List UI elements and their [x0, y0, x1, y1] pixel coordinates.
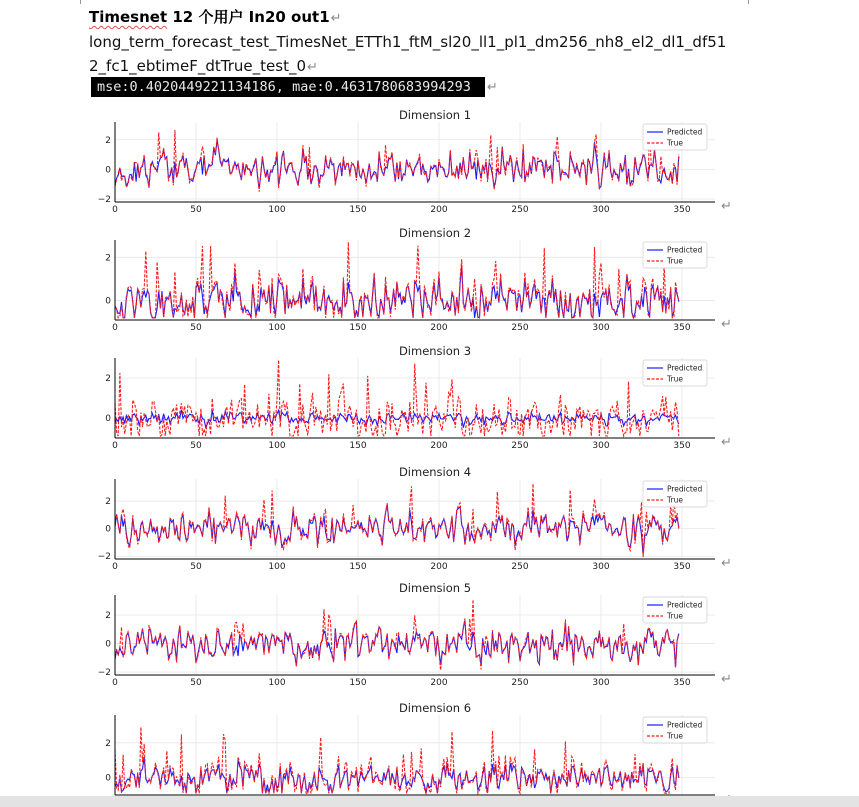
legend-predicted-label: Predicted: [667, 720, 703, 730]
legend-true-label: True: [667, 611, 683, 621]
paragraph-mark-icon: ↵: [330, 11, 342, 26]
x-tick-label: 50: [190, 441, 202, 451]
x-tick-label: 0: [112, 441, 118, 451]
x-tick-label: 250: [511, 205, 529, 215]
y-tick-label: 0: [105, 773, 111, 784]
x-tick-label: 0: [112, 678, 118, 688]
x-tick-label: 300: [592, 678, 610, 688]
x-tick-label: 150: [349, 678, 367, 688]
chart-svg: [88, 693, 721, 806]
x-tick-label: 0: [112, 562, 118, 572]
y-tick-label: 0: [105, 524, 111, 535]
x-tick-label: 250: [511, 441, 529, 451]
x-tick-label: 150: [349, 441, 367, 451]
paragraph-mark-icon: ↵: [721, 672, 732, 687]
x-tick-label: 100: [268, 205, 286, 215]
y-tick-label: 2: [105, 374, 111, 384]
legend-predicted-label: Predicted: [667, 484, 703, 494]
x-tick-label: 100: [268, 441, 286, 451]
paragraph-mark-icon: ↵: [721, 556, 732, 571]
x-tick-label: 100: [268, 562, 286, 572]
x-tick-label: 200: [430, 678, 448, 688]
x-tick-label: 350: [673, 323, 691, 333]
x-tick-label: 250: [511, 678, 529, 688]
x-tick-label: 250: [511, 323, 529, 333]
x-tick-label: 50: [190, 678, 202, 688]
paragraph-mark-icon: ↵: [486, 79, 498, 95]
chart-dimension-4: [88, 457, 721, 570]
legend-true-label: True: [667, 138, 683, 148]
chart-title: Dimension 1: [398, 108, 472, 122]
title-brand: Timesnet: [89, 8, 168, 26]
filename-paragraph: [89, 30, 729, 80]
legend-true-label: True: [667, 374, 683, 384]
legend-predicted-label: Predicted: [667, 127, 703, 137]
document-title: [89, 6, 342, 27]
x-tick-label: 200: [430, 441, 448, 451]
x-tick-label: 150: [349, 205, 367, 215]
paragraph-mark-icon: ↵: [721, 435, 732, 450]
x-tick-label: 0: [112, 323, 118, 333]
chart-dimension-2: [88, 218, 721, 331]
legend-true-label: True: [667, 495, 683, 505]
y-tick-label: 2: [105, 738, 111, 749]
metrics-paragraph: [91, 77, 498, 97]
chart-svg: [88, 573, 721, 686]
chart-dimension-1: [88, 100, 721, 213]
x-tick-label: 300: [592, 205, 610, 215]
y-tick-label: 0: [105, 639, 111, 650]
chart-title: Dimension 3: [398, 344, 472, 358]
chart-dimension-5: [88, 573, 721, 686]
x-tick-label: 0: [112, 205, 118, 215]
legend-predicted-label: Predicted: [667, 245, 703, 255]
x-tick-label: 100: [268, 678, 286, 688]
chart-svg: [88, 218, 721, 331]
chart-svg: [88, 100, 721, 213]
chart-dimension-6: [88, 693, 721, 806]
x-tick-label: 200: [430, 562, 448, 572]
x-tick-label: 300: [592, 323, 610, 333]
chart-dimension-3: [88, 336, 721, 449]
metrics-terminal-image: mse:0.4020449221134186, mae:0.4631780683994293: [91, 77, 485, 97]
legend-predicted-label: Predicted: [667, 600, 703, 610]
y-tick-label: 0: [105, 296, 111, 307]
x-tick-label: 100: [268, 323, 286, 333]
x-tick-label: 350: [673, 562, 691, 572]
x-tick-label: 350: [673, 205, 691, 215]
y-tick-label: 2: [105, 611, 111, 621]
chart-title: Dimension 2: [398, 226, 472, 240]
x-tick-label: 200: [430, 323, 448, 333]
x-tick-label: 150: [349, 562, 367, 572]
y-tick-label: −2: [97, 195, 111, 206]
chart-svg: [88, 457, 721, 570]
x-tick-label: 50: [190, 323, 202, 333]
x-tick-label: 50: [190, 205, 202, 215]
paragraph-mark-icon: ↵: [307, 60, 318, 75]
x-tick-label: 150: [349, 323, 367, 333]
x-tick-label: 50: [190, 562, 202, 572]
x-tick-label: 350: [673, 678, 691, 688]
legend-true-label: True: [667, 731, 683, 741]
y-tick-label: 2: [105, 497, 111, 508]
x-tick-label: 200: [430, 205, 448, 215]
x-tick-label: 350: [673, 441, 691, 451]
y-tick-label: −2: [97, 668, 111, 679]
chart-svg: [88, 336, 721, 449]
page-corner-left: [70, 0, 81, 4]
y-tick-label: 0: [105, 414, 111, 424]
y-tick-label: 2: [105, 253, 111, 264]
chart-title: Dimension 5: [398, 581, 472, 595]
x-tick-label: 250: [511, 562, 529, 572]
paragraph-mark-icon: ↵: [721, 317, 732, 332]
x-tick-label: 300: [592, 441, 610, 451]
title-rest: 12 个用户 In20 out1: [167, 8, 330, 26]
chart-title: Dimension 6: [398, 701, 472, 715]
y-tick-label: 0: [105, 165, 111, 176]
legend-predicted-label: Predicted: [667, 363, 703, 373]
y-tick-label: 2: [105, 135, 111, 146]
window-bottom-bar: [0, 796, 859, 807]
x-tick-label: 300: [592, 562, 610, 572]
page-corner-right: [748, 0, 759, 4]
paragraph-mark-icon: ↵: [721, 199, 732, 214]
chart-title: Dimension 4: [398, 465, 472, 479]
legend-true-label: True: [667, 256, 683, 266]
filename-text: long_term_forecast_test_TimesNet_ETTh1_ftM_sl20_ll1_pl1_dm256_nh8_el2_dl1_df512_fc1_ebtimeF_dtTrue_test_0: [89, 33, 727, 75]
y-tick-label: −2: [97, 552, 111, 563]
